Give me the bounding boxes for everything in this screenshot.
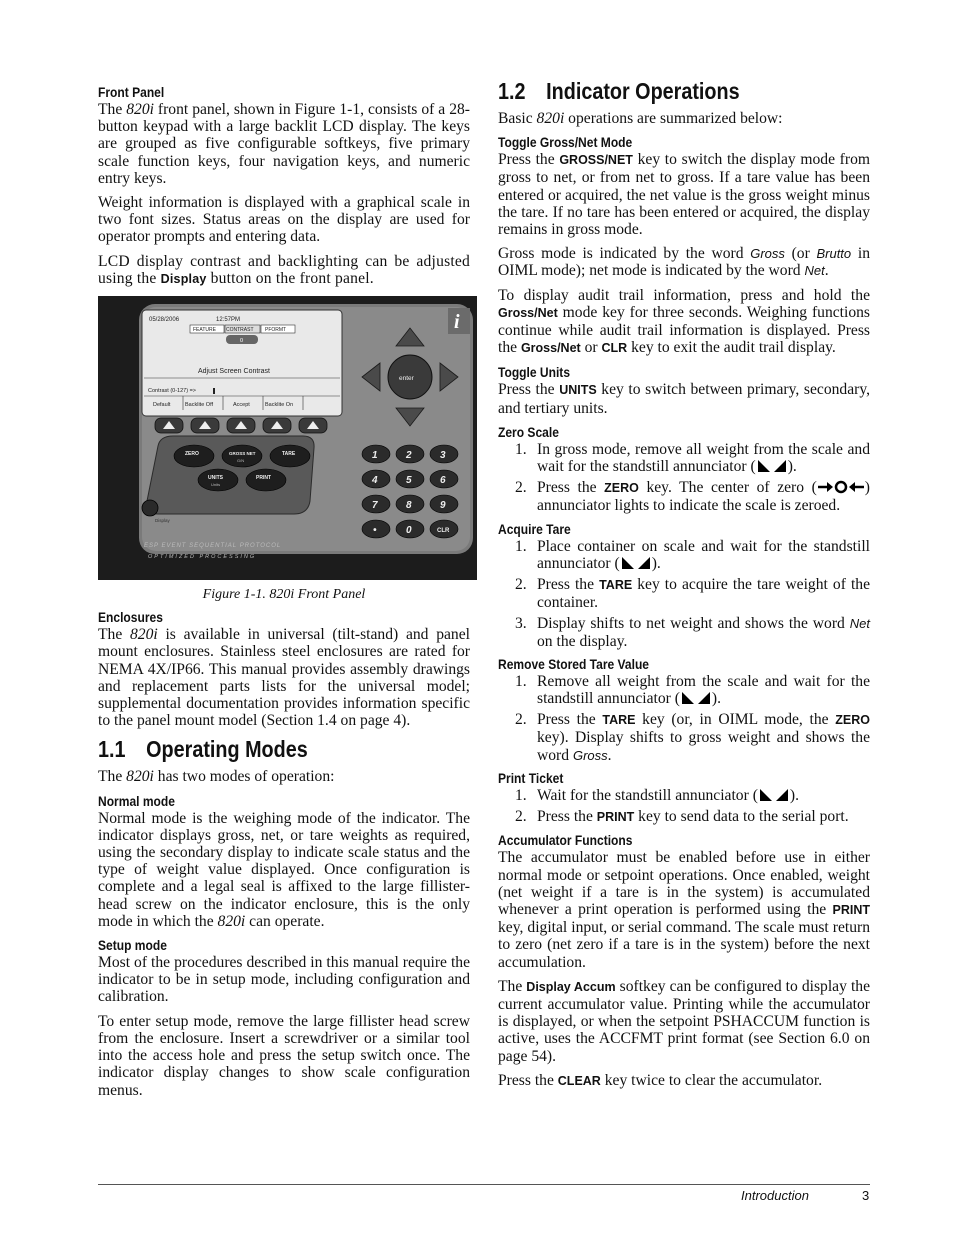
numpad-8: 8 (406, 500, 412, 512)
numpad-5: 5 (406, 475, 412, 487)
numpad-7: 7 (372, 500, 378, 512)
standstill-icon (680, 691, 712, 705)
lcd-prompt: Contrast (0-127) => (148, 388, 196, 395)
toggle-gross-net-paragraph-3: To display audit trail information, press and hold the Gross/Net mode key for three seconds. Weighing functions continue while audit trail information is displayed. Press the Gross/Net or CLR key to exit the audit trail display. (498, 286, 870, 357)
key-units: UNITS (208, 475, 223, 482)
accumulator-paragraph-1: The accumulator must be enabled before use in either normal mode or setpoint operations. Once enabled, weight (net weight if a tare is in the system) is accumulated whenever a print operation is performed using the PRINT key, digital input, or serial command. The scale must return to zero (net zero if a tare is in the system) before the next accumulation. (498, 849, 870, 971)
print-ticket-list (498, 787, 870, 826)
brand-logo: i (454, 311, 460, 334)
setup-mode-paragraph-1: Most of the procedures described in this manual require the indicator to be in setup mode, including configuration and calibration. (98, 954, 470, 1006)
setup-mode-heading: Setup mode (98, 937, 167, 954)
toggle-units-paragraph: Press the UNITS key to switch between primary, secondary, and tertiary units. (498, 381, 871, 417)
enclosures-heading: Enclosures (98, 609, 163, 626)
figure-caption: Figure 1-1. 820i Front Panel (202, 587, 366, 603)
front-panel-drawing (98, 296, 477, 580)
operations-intro: Basic 820i operations are summarized below: (498, 110, 783, 127)
lcd-tab-pformt: PFORMT (265, 327, 287, 334)
center-of-zero-icon (817, 480, 865, 494)
page-number: 3 (862, 1188, 870, 1203)
list-item: 2. Press the TARE key (or, in OIML mode, the ZERO key). Display shifts to gross weight and shows the word Gross. (515, 711, 870, 764)
esp-line-2: OPTIMIZED PROCESSING (148, 554, 257, 561)
toggle-units-heading: Toggle Units (498, 364, 571, 381)
front-panel-paragraph-3: LCD display contrast and backlighting can be adjusted using the Display button on the front panel. (98, 252, 470, 287)
key-print: PRINT (256, 475, 271, 482)
numpad-6: 6 (440, 475, 446, 487)
lcd-time: 12:57PM (216, 317, 241, 324)
print-ticket-heading: Print Ticket (498, 769, 564, 786)
lcd-softkey-backlite-off: Backlite Off (185, 402, 214, 409)
lcd-tab-value: 0 (240, 338, 244, 345)
front-panel-paragraph-2: Weight information is displayed with a graphical scale in two font sizes. Status areas on the display are used for operator prompts and entering data. (98, 194, 470, 246)
left-column (98, 78, 470, 1106)
esp-line-1: ESP EVENT SEQUENTIAL PROTOCOL (144, 543, 282, 550)
front-panel-paragraph-1: The 820i front panel, shown in Figure 1-1, consists of a 28-button keypad with a large backlit LCD display. The keys are grouped as five configurable softkeys, five primary scale function keys, four navigation keys, and numeric entry keys. (98, 101, 470, 187)
toggle-gross-net-heading: Toggle Gross/Net Mode (498, 134, 633, 151)
enclosures-paragraph: The 820i is available in universal (tilt-stand) and panel mount enclosures. Stainless steel enclosures are rated for NEMA 4X/IP66. This manual provides assembly drawings and replacement parts lists for the universal model; supplemental documentation provides information specific to the panel mount model (Section 1.4 on page 4). (98, 626, 470, 730)
zero-scale-list (498, 441, 870, 515)
operating-modes-intro: The 820i has two modes of operation: (98, 768, 335, 786)
list-item: 1. Remove all weight from the scale and wait for the standstill annunciator ( ). (515, 672, 870, 708)
footer-rule (98, 1184, 870, 1185)
acquire-tare-list (498, 538, 870, 650)
lcd-softkey-backlite-on: Backlite On (265, 402, 294, 409)
remove-tare-heading: Remove Stored Tare Value (498, 655, 650, 672)
toggle-gross-net-paragraph-1: Press the GROSS/NET key to switch the display mode from gross to net, or from net to gross. If a tare value has been entered or acquired, the net value is the gross weight minus the tare. If no tare has been entered or acquired, the display remains in gross mode. (498, 151, 870, 239)
standstill-icon (756, 459, 788, 473)
front-panel-figure (98, 296, 477, 580)
list-item: 2. Press the PRINT key to send data to the serial port. (515, 808, 849, 826)
key-tare: TARE (282, 451, 296, 458)
zero-scale-heading: Zero Scale (498, 423, 559, 440)
standstill-icon (620, 556, 652, 570)
remove-tare-list (498, 673, 870, 764)
accumulator-heading: Accumulator Functions (498, 832, 633, 849)
list-item: 1. In gross mode, remove all weight from the scale and wait for the standstill annunciator ( ). (515, 440, 870, 476)
standstill-icon (758, 788, 790, 802)
footer-section: Introduction (741, 1188, 809, 1203)
numpad-2: 2 (406, 450, 412, 462)
key-units-sub: Units (211, 482, 221, 488)
lcd-tab-feature: FEATURE (193, 327, 216, 334)
key-enter: enter (399, 375, 414, 383)
list-item: 3. Display shifts to net weight and shows the word Net on the display. (515, 615, 870, 650)
section-1-2-heading: 1.2 Indicator Operations (498, 78, 740, 104)
section-1-1-heading: 1.1 Operating Modes (98, 736, 308, 763)
list-item: 2. Press the ZERO key. The center of zero ( ) annunciator lights to indicate the scale is zeroed. (515, 479, 870, 515)
lcd-date: 05/28/2006 (149, 317, 180, 324)
lcd-softkey-default: Default (153, 402, 171, 409)
list-item: 1. Place container on scale and wait for the standstill annunciator ( ). (515, 537, 870, 572)
numpad-1: 1 (372, 450, 378, 462)
numpad-0: 0 (406, 525, 412, 537)
acquire-tare-heading: Acquire Tare (498, 520, 571, 537)
key-gross-net-sub: G/N (237, 458, 245, 464)
key-zero: ZERO (185, 451, 199, 458)
list-item: 2. Press the TARE key to acquire the tare weight of the container. (515, 576, 870, 612)
key-gross-net: GROSS NET (229, 451, 256, 457)
setup-mode-paragraph-2: To enter setup mode, remove the large fillister head screw from the enclosure. Insert a screwdriver or a similar tool into the access hole and press the setup switch once. The indicator display changes to show scale configuration menus. (98, 1012, 470, 1099)
list-item: 1. Wait for the standstill annunciator ( ). (515, 786, 799, 804)
numpad-4: 4 (372, 475, 378, 487)
lcd-softkey-accept: Accept (233, 402, 250, 409)
lcd-tab-contrast: CONTRAST (226, 327, 254, 334)
key-clr: CLR (437, 528, 450, 535)
front-panel-heading: Front Panel (98, 84, 165, 100)
toggle-gross-net-paragraph-2: Gross mode is indicated by the word Gross (or Brutto in OIML mode); net mode is indicated by the word Net. (498, 245, 870, 280)
normal-mode-paragraph: Normal mode is the weighing mode of the indicator. The indicator displays gross, net, or tare weights as required, using the secondary display to indicate scale status and the type of weight value displayed. Once configuration is complete and a legal seal is affixed to the large fillister-head screw on the indicator enclosure, this is the only mode in which the 820i can operate. (98, 809, 470, 930)
accumulator-paragraph-2: The Display Accum softkey can be configured to display the current accumulator value. Printing while the accumulator is displayed, or when the setpoint PSHACCUM function is active, uses the ACCFMT print format (see Section 6.0 on page 54). (498, 977, 870, 1065)
normal-mode-heading: Normal mode (98, 792, 175, 809)
right-column (498, 78, 870, 1097)
numpad-9: 9 (440, 500, 446, 512)
numpad-dot: • (373, 525, 377, 537)
numpad-3: 3 (440, 450, 446, 462)
key-display: Display (155, 518, 170, 524)
accumulator-paragraph-3: Press the CLEAR key twice to clear the accumulator. (498, 1071, 823, 1089)
lcd-title: Adjust Screen Contrast (198, 368, 270, 376)
